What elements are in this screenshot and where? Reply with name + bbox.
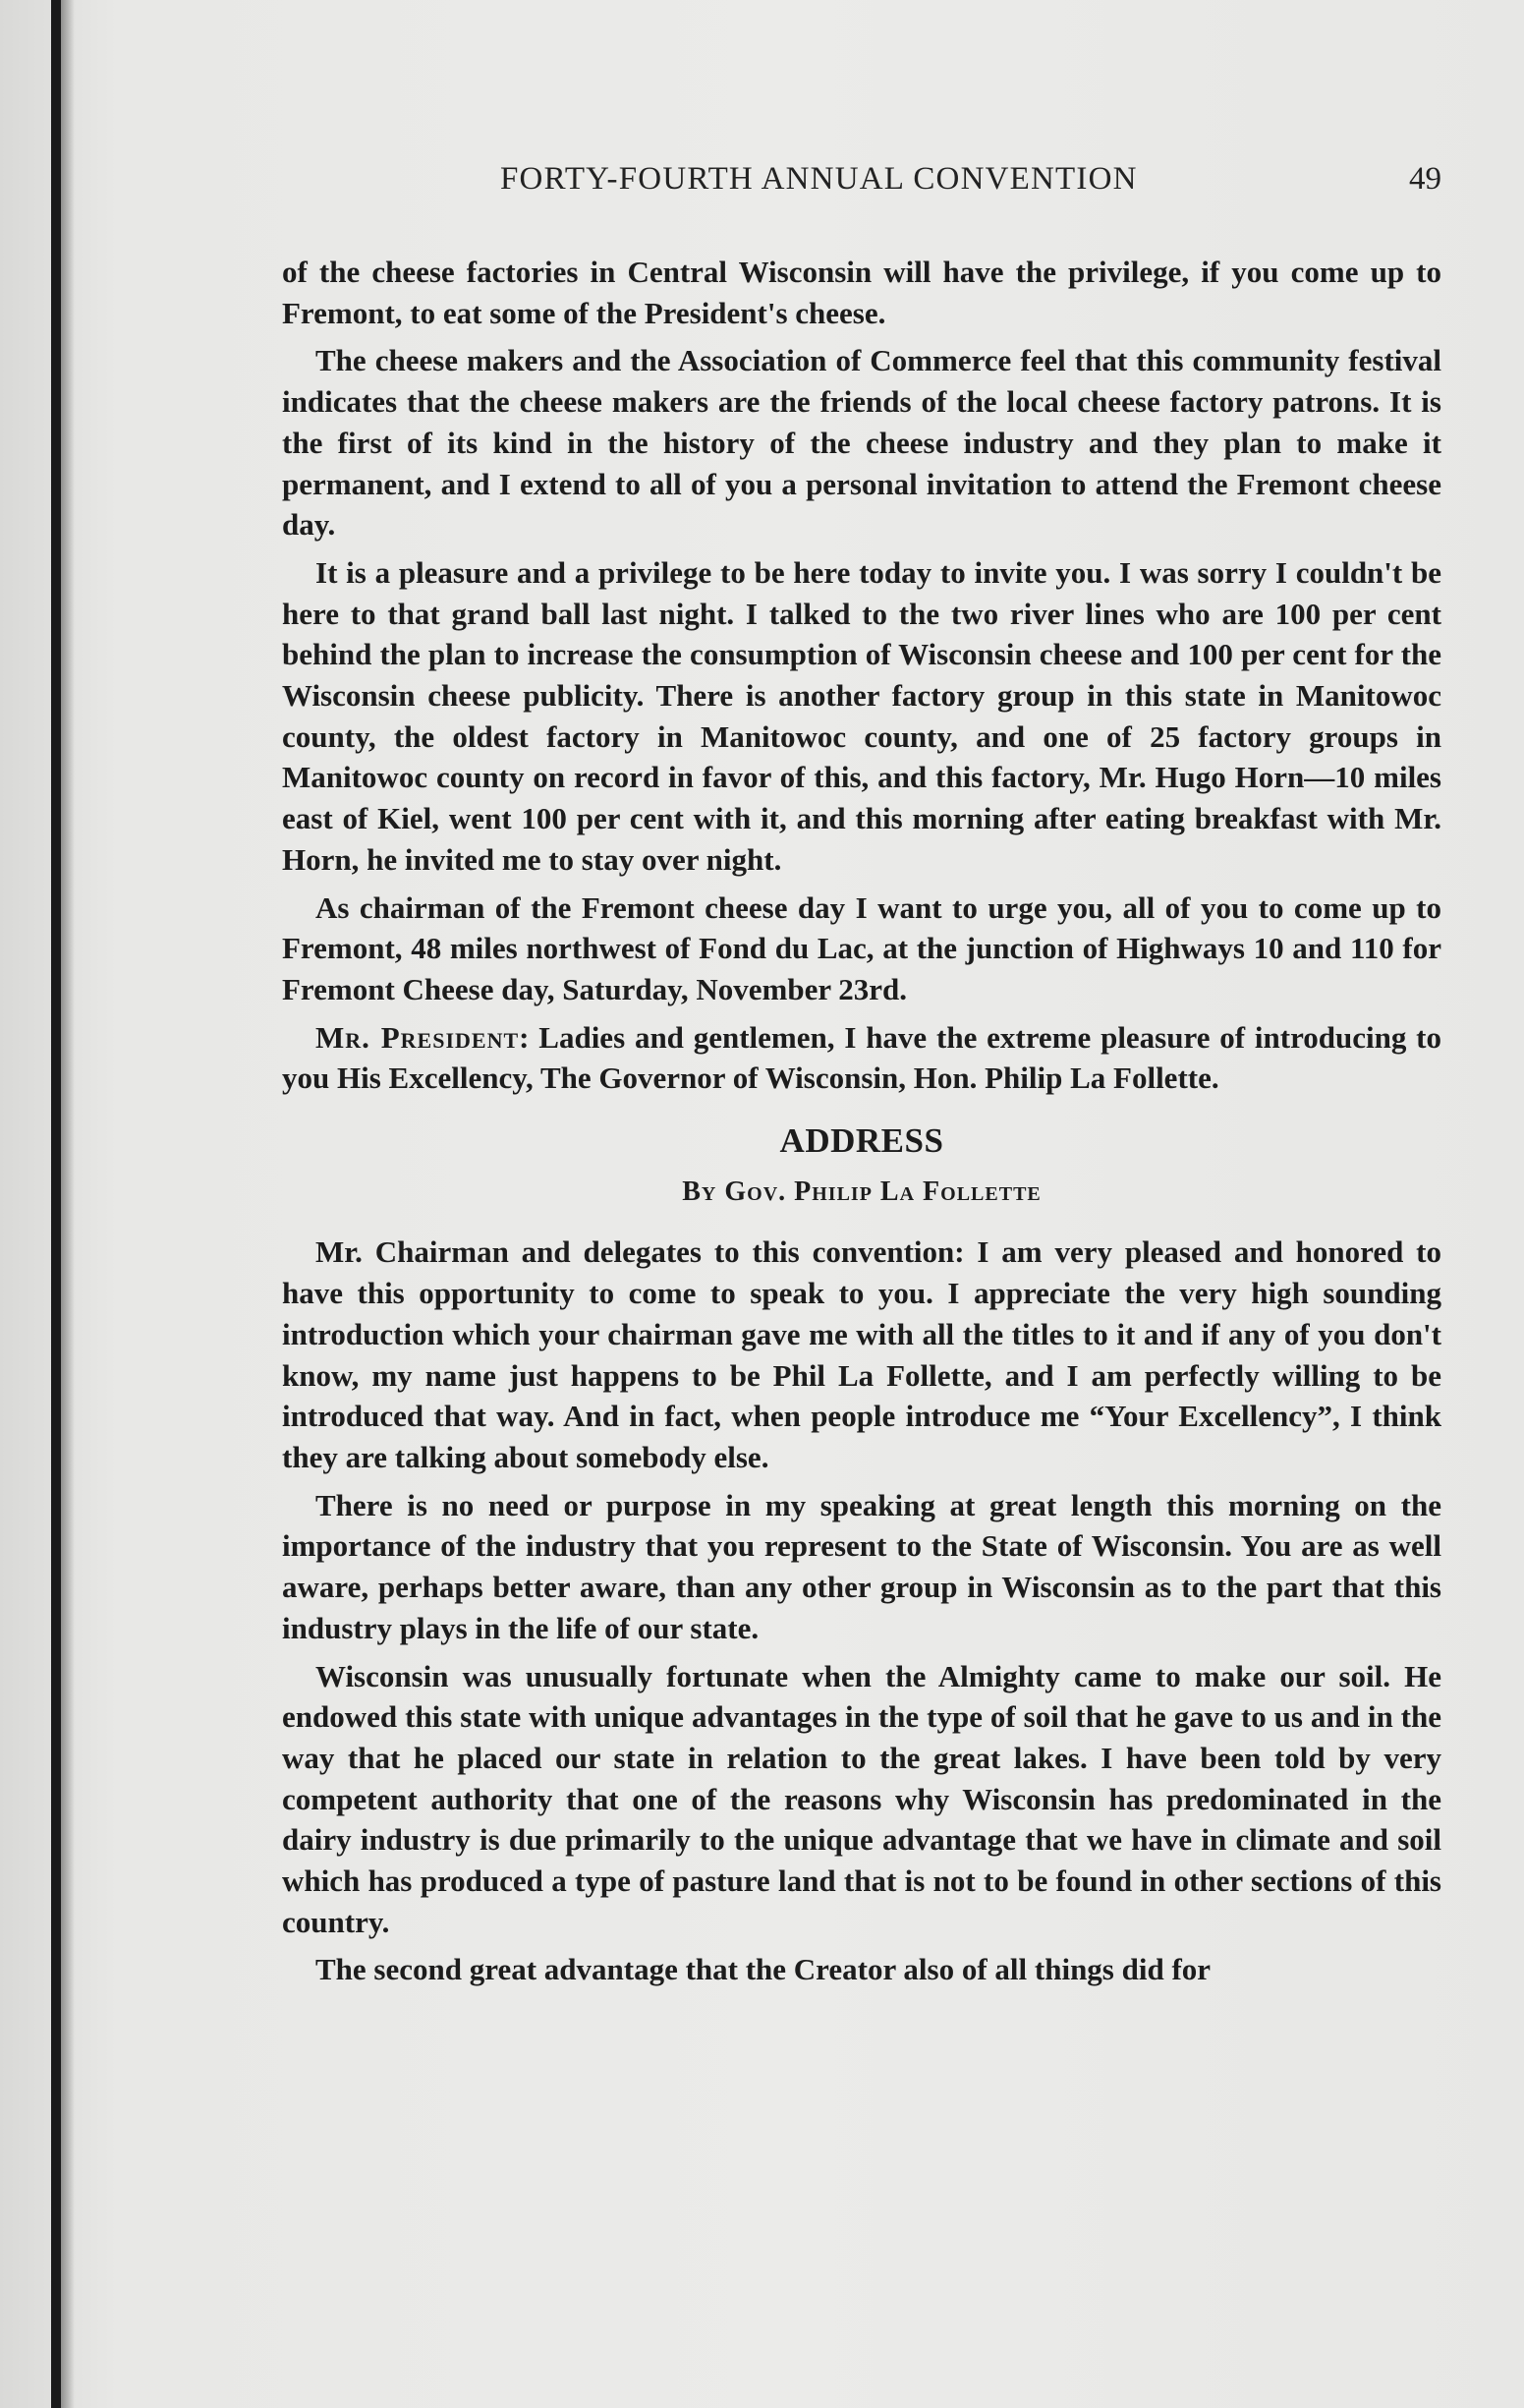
paragraph: Wisconsin was unusually fortunate when the Almighty came to make our soil. He endowed this state with unique advantages in the type of soil that he gave to us and in the way that he placed our state in relation to the great lakes. I have been told by very competent authority that one of the reasons why Wisconsin has predominated in the dairy industry is due primarily to the unique advantage that we have in climate and soil which has produced a type of pasture land that is not to be found in other sections of this country. xyxy=(282,1658,1441,1939)
paragraph: The cheese makers and the Association of Commerce feel that this community festival indicates that the cheese makers are the friends of the local cheese factory patrons. It is the first of its kind in the history of the cheese industry and they plan to make it permanent, and I extend to all of you a personal invitation to attend the Fremont cheese day. xyxy=(282,343,1441,543)
paragraph: The second great advantage that the Creator also of all things did for xyxy=(315,1952,1212,1987)
address-heading: ADDRESS xyxy=(779,1121,944,1161)
paragraph: It is a pleasure and a privilege to be here today to invite you. I was sorry I couldn't be here to that grand ball last night. I talked to the two river lines who are 100 per cent behind the plan to increase the consumption of Wisconsin cheese and 100 per cent for the Wisconsin cheese publicity. There is another factory group in this state in Manitowoc county, the oldest factory in Manitowoc county, and one of 25 factory groups in Manitowoc county on record in favor of this, and this factory, Mr. Hugo Horn—10 miles east of Kiel, went 100 per cent with it, and this morning after eating breakfast with Mr. Horn, he invited me to stay over night. xyxy=(282,554,1441,877)
speaker-label: Mr. President xyxy=(315,1019,520,1055)
president-remark: Mr. President: Ladies and gentlemen, I have the extreme pleasure of introducing to you His Excellency, The Governor of Wisconsin, Hon. Philip La Follette. xyxy=(282,1019,1442,1096)
body-text xyxy=(282,252,1441,1990)
paragraph: Mr. Chairman and delegates to this convention: I am very pleased and honored to have this opportunity to come to speak to you. I appreciate the very high sounding introduction which your chairman gave me with all the titles to it and if any of you don't know, my name just happens to be Phil La Follette, and I am perfectly willing to be introduced that way. And in fact, when people introduce me “Your Excellency”, I think they are talking about somebody else. xyxy=(282,1234,1441,1474)
running-title: FORTY-FOURTH ANNUAL CONVENTION xyxy=(500,161,1138,197)
address-byline: By Gov. Philip La Follette xyxy=(682,1175,1042,1207)
paragraph: As chairman of the Fremont cheese day I want to urge you, all of you to come up to Fremont, 48 miles northwest of Fond du Lac, at the junction of Highways 10 and 110 for Fremont Cheese day, Saturday, November 23rd. xyxy=(282,889,1441,1006)
paragraph: of the cheese factories in Central Wisconsin will have the privilege, if you come up to Fremont, to eat some of the President's cheese. xyxy=(282,255,1441,330)
page-number: 49 xyxy=(1409,161,1441,197)
remark-text: Ladies and gentlemen, I have the extreme pleasure of introducing to you His Excellency, The Governor of Wisconsin, Hon. Philip La Follette. xyxy=(282,1019,1442,1096)
paragraph: There is no need or purpose in my speaking at great length this morning on the importance of the industry that you represent to the State of Wisconsin. You are as well aware, perhaps better aware, than any other group in Wisconsin as to the part that this industry plays in the life of our state. xyxy=(282,1487,1441,1645)
running-head xyxy=(282,161,1441,201)
binding-edge xyxy=(51,0,61,2408)
binding-shadow xyxy=(61,0,75,2408)
